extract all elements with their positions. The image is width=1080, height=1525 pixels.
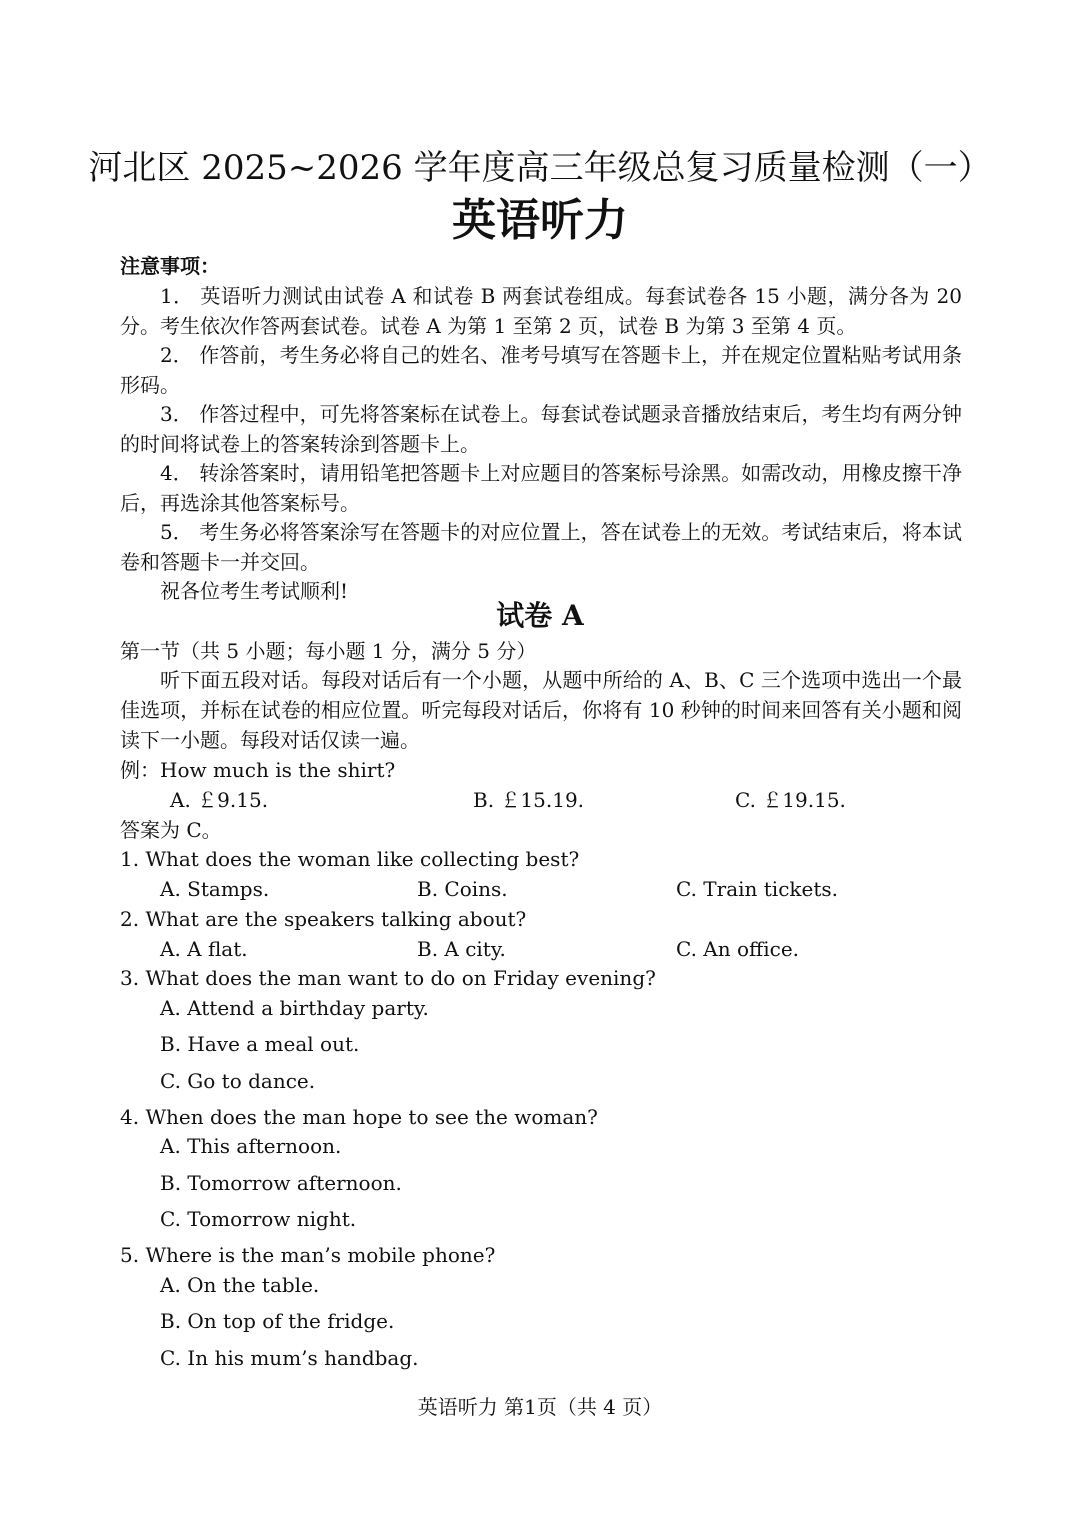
question-5: 5. Where is the man’s mobile phone? <box>120 1243 496 1267</box>
question-2: 2. What are the speakers talking about? <box>120 907 527 931</box>
q4-option-c: C. Tomorrow night. <box>160 1207 357 1231</box>
notice-wish: 祝各位考生考试顺利! <box>160 579 349 603</box>
q3-option-c: C. Go to dance. <box>160 1069 316 1093</box>
section-title: 试卷 A <box>496 599 584 632</box>
example-option-c: C. ￡19.15. <box>735 788 846 812</box>
q5-option-a: A. On the table. <box>160 1273 320 1297</box>
q3-option-a: A. Attend a birthday party. <box>160 996 429 1020</box>
page-footer: 英语听力 第1页（共 4 页） <box>417 1395 663 1419</box>
notice-item-2: 2． 作答前，考生务必将自己的姓名、准考号填写在答题卡上，并在规定位置粘贴考试用条形码。 <box>120 343 962 397</box>
example-option-a: A. ￡9.15. <box>170 788 269 812</box>
q2-option-a: A. A flat. <box>160 937 248 961</box>
example-question: 例：How much is the shirt? <box>120 758 396 782</box>
notice-heading: 注意事项： <box>120 254 220 278</box>
q3-option-b: B. Have a meal out. <box>160 1032 360 1056</box>
q4-option-b: B. Tomorrow afternoon. <box>160 1171 402 1195</box>
q5-option-b: B. On top of the fridge. <box>160 1309 395 1333</box>
part-heading: 第一节（共 5 小题；每小题 1 分，满分 5 分） <box>120 639 537 663</box>
q2-option-c: C. An office. <box>676 937 800 961</box>
example-option-b: B. ￡15.19. <box>473 788 585 812</box>
q5-option-c: C. In his mum’s handbag. <box>160 1346 419 1370</box>
notice-item-3: 3． 作答过程中，可先将答案标在试卷上。每套试卷试题录音播放结束后，考生均有两分钟的时间将试卷上的答案转涂到答题卡上。 <box>120 402 962 456</box>
exam-title: 河北区 2025~2026 学年度高三年级总复习质量检测（一） <box>88 148 992 188</box>
subject-title: 英语听力 <box>452 195 628 246</box>
q1-option-a: A. Stamps. <box>160 877 270 901</box>
q1-option-c: C. Train tickets. <box>676 877 839 901</box>
notice-item-4: 4． 转涂答案时，请用铅笔把答题卡上对应题目的答案标号涂黑。如需改动，用橡皮擦干净后，再选涂其他答案标号。 <box>120 461 962 515</box>
q1-option-b: B. Coins. <box>417 877 508 901</box>
part-instructions: 听下面五段对话。每段对话后有一个小题，从题中所给的 A、B、C 三个选项中选出一个最佳选项，并标在试卷的相应位置。听完每段对话后，你将有 10 秒钟的时间来回答有关小题和阅读下一小题。每段对话仅读一遍。 <box>120 668 962 752</box>
notice-item-1: 1． 英语听力测试由试卷 A 和试卷 B 两套试卷组成。每套试卷各 15 小题，满分各为 20 分。考生依次作答两套试卷。试卷 A 为第 1 至第 2 页，试卷 B 为第 3 至第 4 页。 <box>120 284 962 338</box>
notice-item-5: 5． 考生务必将答案涂写在答题卡的对应位置上，答在试卷上的无效。考试结束后，将本试卷和答题卡一并交回。 <box>120 520 962 574</box>
example-answer: 答案为 C。 <box>120 818 222 842</box>
q2-option-b: B. A city. <box>417 937 506 961</box>
question-1: 1. What does the woman like collecting best? <box>120 847 580 871</box>
question-4: 4. When does the man hope to see the woman? <box>120 1105 598 1129</box>
question-3: 3. What does the man want to do on Friday evening? <box>120 966 656 990</box>
q4-option-a: A. This afternoon. <box>160 1134 342 1158</box>
